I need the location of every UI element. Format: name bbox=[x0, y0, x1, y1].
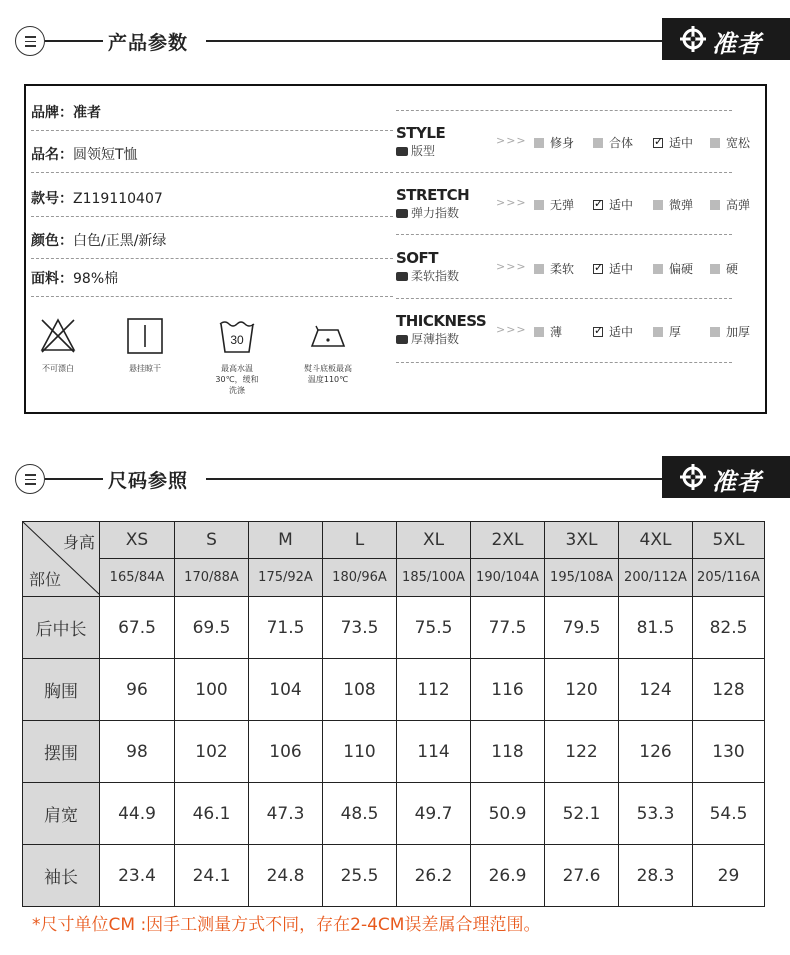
attr-thickness-title: THICKNESS bbox=[396, 312, 487, 330]
table-cell: 128 bbox=[693, 659, 765, 721]
attr-soft-title: SOFT bbox=[396, 249, 439, 267]
tshirt-icon bbox=[396, 147, 408, 156]
section-title: 产品参数 bbox=[108, 32, 189, 54]
attr-style-sub: 版型 bbox=[396, 142, 435, 159]
spec-label: 205/116A bbox=[693, 559, 765, 597]
table-cell: 77.5 bbox=[471, 597, 545, 659]
table-row bbox=[23, 845, 765, 907]
option-stretch-0: 无弹 bbox=[534, 196, 574, 213]
menu-icon bbox=[15, 464, 45, 494]
size-label: 2XL bbox=[471, 522, 545, 559]
table-cell: 112 bbox=[397, 659, 471, 721]
spec-label: 190/104A bbox=[471, 559, 545, 597]
table-row bbox=[23, 783, 765, 845]
table-cell: 23.4 bbox=[100, 845, 175, 907]
param-sku: 款号：Z119110407 bbox=[31, 191, 163, 207]
row-label: 袖长 bbox=[23, 845, 100, 907]
table-cell: 67.5 bbox=[100, 597, 175, 659]
stretch-icon bbox=[396, 209, 408, 218]
table-cell: 73.5 bbox=[323, 597, 397, 659]
table-cell: 108 bbox=[323, 659, 397, 721]
table-cell: 102 bbox=[175, 721, 249, 783]
layers-icon bbox=[396, 335, 408, 344]
spec-header-row bbox=[23, 559, 765, 597]
crosshair-icon bbox=[680, 26, 706, 52]
section-header-size bbox=[0, 454, 790, 504]
option-thickness-3: 加厚 bbox=[710, 323, 750, 340]
table-cell: 26.2 bbox=[397, 845, 471, 907]
size-label: 5XL bbox=[693, 522, 765, 559]
table-cell: 28.3 bbox=[619, 845, 693, 907]
option-style-0: 修身 bbox=[534, 134, 574, 151]
spec-label: 165/84A bbox=[100, 559, 175, 597]
measurement-note: *尺寸单位CM :因手工测量方式不同，存在2-4CM误差属合理范围。 bbox=[32, 915, 541, 935]
option-stretch-2: 微弹 bbox=[653, 196, 693, 213]
option-soft-2: 偏硬 bbox=[653, 260, 693, 277]
table-corner: 身高 部位 bbox=[23, 522, 100, 597]
option-style-1: 合体 bbox=[593, 134, 633, 151]
feather-icon bbox=[396, 272, 408, 281]
table-row bbox=[23, 659, 765, 721]
hang-dry-icon bbox=[125, 316, 165, 356]
table-cell: 29 bbox=[693, 845, 765, 907]
wash-30-icon bbox=[217, 316, 257, 356]
svg-text:30: 30 bbox=[230, 333, 244, 347]
size-label: M bbox=[249, 522, 323, 559]
param-color: 颜色：白色/正黑/新绿 bbox=[31, 233, 167, 249]
table-cell: 96 bbox=[100, 659, 175, 721]
table-cell: 53.3 bbox=[619, 783, 693, 845]
option-soft-0: 柔软 bbox=[534, 260, 574, 277]
option-soft-3: 硬 bbox=[710, 260, 738, 277]
table-cell: 120 bbox=[545, 659, 619, 721]
table-cell: 75.5 bbox=[397, 597, 471, 659]
table-cell: 118 bbox=[471, 721, 545, 783]
table-cell: 124 bbox=[619, 659, 693, 721]
row-label: 肩宽 bbox=[23, 783, 100, 845]
size-label: 3XL bbox=[545, 522, 619, 559]
size-header-row bbox=[23, 522, 765, 559]
attr-soft-sub: 柔软指数 bbox=[396, 267, 459, 284]
param-brand: 品牌：准者 bbox=[31, 105, 101, 121]
option-thickness-1: ✓ 适中 bbox=[593, 323, 633, 340]
section-header-params bbox=[0, 16, 790, 66]
table-cell: 69.5 bbox=[175, 597, 249, 659]
table-cell: 26.9 bbox=[471, 845, 545, 907]
size-label: XS bbox=[100, 522, 175, 559]
spec-label: 195/108A bbox=[545, 559, 619, 597]
option-style-2: ✓ 适中 bbox=[653, 134, 693, 151]
param-name: 品名：圆领短T恤 bbox=[31, 147, 138, 163]
table-cell: 116 bbox=[471, 659, 545, 721]
care-hang-dry: 悬挂晾干 bbox=[122, 316, 168, 374]
row-label: 摆围 bbox=[23, 721, 100, 783]
table-cell: 81.5 bbox=[619, 597, 693, 659]
table-cell: 79.5 bbox=[545, 597, 619, 659]
table-cell: 24.8 bbox=[249, 845, 323, 907]
brand-logo bbox=[662, 456, 790, 498]
no-bleach-icon bbox=[38, 316, 78, 356]
table-cell: 54.5 bbox=[693, 783, 765, 845]
spec-label: 175/92A bbox=[249, 559, 323, 597]
care-wash-30: 30 最高水温30℃，缓和洗涤 bbox=[214, 316, 260, 396]
option-stretch-1: ✓ 适中 bbox=[593, 196, 633, 213]
care-iron: 熨斗底板最高温度110℃ bbox=[304, 316, 352, 385]
spec-label: 200/112A bbox=[619, 559, 693, 597]
iron-icon bbox=[308, 316, 348, 356]
table-row bbox=[23, 597, 765, 659]
table-cell: 71.5 bbox=[249, 597, 323, 659]
table-cell: 52.1 bbox=[545, 783, 619, 845]
option-thickness-2: 厚 bbox=[653, 323, 681, 340]
brand-name: 准者 bbox=[712, 30, 762, 58]
attr-style-title: STYLE bbox=[396, 124, 446, 142]
table-cell: 25.5 bbox=[323, 845, 397, 907]
table-cell: 98 bbox=[100, 721, 175, 783]
option-style-3: 宽松 bbox=[710, 134, 750, 151]
spec-label: 185/100A bbox=[397, 559, 471, 597]
table-cell: 47.3 bbox=[249, 783, 323, 845]
table-cell: 48.5 bbox=[323, 783, 397, 845]
option-soft-1: ✓ 适中 bbox=[593, 260, 633, 277]
row-label: 后中长 bbox=[23, 597, 100, 659]
attr-stretch-sub: 弹力指数 bbox=[396, 204, 459, 221]
table-cell: 44.9 bbox=[100, 783, 175, 845]
table-cell: 130 bbox=[693, 721, 765, 783]
crosshair-icon bbox=[680, 464, 706, 490]
row-label: 胸围 bbox=[23, 659, 100, 721]
table-cell: 126 bbox=[619, 721, 693, 783]
attr-stretch-title: STRETCH bbox=[396, 186, 470, 204]
option-stretch-3: 高弹 bbox=[710, 196, 750, 213]
size-label: XL bbox=[397, 522, 471, 559]
size-label: 4XL bbox=[619, 522, 693, 559]
size-label: S bbox=[175, 522, 249, 559]
size-label: L bbox=[323, 522, 397, 559]
table-cell: 110 bbox=[323, 721, 397, 783]
brand-logo bbox=[662, 18, 790, 60]
table-row bbox=[23, 721, 765, 783]
table-cell: 100 bbox=[175, 659, 249, 721]
attr-thickness-sub: 厚薄指数 bbox=[396, 330, 459, 347]
table-cell: 114 bbox=[397, 721, 471, 783]
table-cell: 104 bbox=[249, 659, 323, 721]
section-title: 尺码参照 bbox=[108, 470, 189, 492]
spec-label: 180/96A bbox=[323, 559, 397, 597]
brand-name: 准者 bbox=[712, 468, 762, 496]
table-cell: 106 bbox=[249, 721, 323, 783]
param-fabric: 面料：98%棉 bbox=[31, 271, 119, 287]
product-params-panel: 品牌：准者 品名：圆领短T恤 款号：Z119110407 颜色：白色/正黑/新绿 面料：98%棉 不可漂白 悬挂晾干 30 最高水温30℃，缓和洗涤 熨斗底板最高温度110℃ STYLE 版型 >>> 修身 合体 ✓ 适中 宽松 STRETCH 弹力指数 >>> 无弹 ✓ 适中 微弹 高弹 SOFT 柔软指数 >>> 柔软 ✓ 适中 偏硬 硬 THICKNESS 厚薄指数 >>> 薄 ✓ 适中 厚 加厚 bbox=[24, 84, 767, 414]
table-cell: 27.6 bbox=[545, 845, 619, 907]
table-cell: 46.1 bbox=[175, 783, 249, 845]
care-no-bleach: 不可漂白 bbox=[32, 316, 84, 374]
option-thickness-0: 薄 bbox=[534, 323, 562, 340]
table-cell: 24.1 bbox=[175, 845, 249, 907]
size-chart-table bbox=[22, 521, 765, 907]
menu-icon bbox=[15, 26, 45, 56]
table-cell: 122 bbox=[545, 721, 619, 783]
spec-label: 170/88A bbox=[175, 559, 249, 597]
table-cell: 82.5 bbox=[693, 597, 765, 659]
table-cell: 50.9 bbox=[471, 783, 545, 845]
table-cell: 49.7 bbox=[397, 783, 471, 845]
